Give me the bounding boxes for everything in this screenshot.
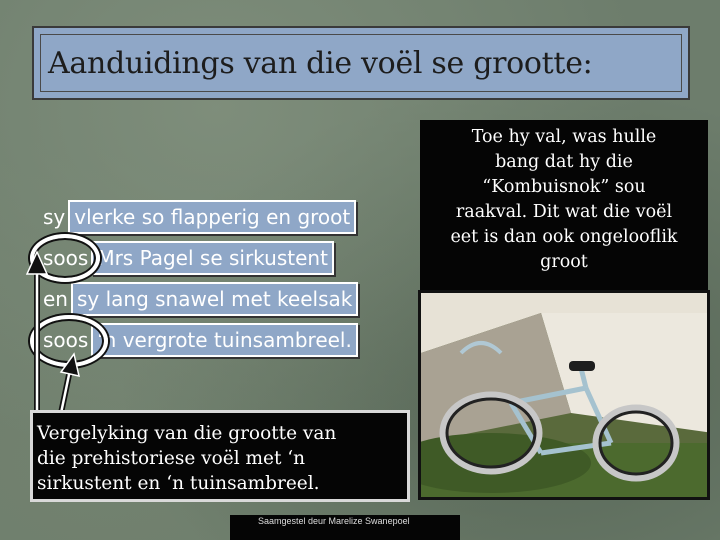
- footer-text: Saamgestel deur Marelize Swanepoel: [258, 516, 410, 526]
- page-title: Aanduidings van die voël se grootte:: [48, 46, 593, 81]
- quote-line-2: bang dat hy die: [495, 152, 633, 172]
- comparison-line-1: Vergelyking van die grootte van: [37, 423, 337, 444]
- line-3-highlight: sy lang snawel met keelsak: [71, 282, 358, 316]
- comparison-line-2: die prehistoriese voël met ‘n: [37, 448, 306, 469]
- footer-credit: [230, 515, 460, 540]
- line-1-highlight: vlerke so flapperig en groot: [68, 200, 356, 234]
- quote-line-4: raakval. Dit wat die voël: [455, 202, 673, 222]
- arrow-up-icon: [27, 252, 47, 274]
- quote-box: [420, 120, 708, 290]
- line-2-highlight: Mrs Pagel se sirkustent: [91, 241, 334, 275]
- line-2-word: soos: [43, 246, 89, 270]
- quote-line-3: “Kombuisnok” sou: [482, 177, 646, 197]
- line-3-word: en: [43, 287, 68, 311]
- line-4-word: soos: [43, 328, 89, 352]
- line-4-highlight: ‘n vergrote tuinsambreel.: [91, 323, 358, 357]
- comparison-box: [30, 410, 410, 502]
- comparison-line-3: sirkustent en ‘n tuinsambreel.: [37, 473, 320, 494]
- quote-line-1: Toe hy val, was hulle: [471, 127, 657, 147]
- arrow-up-icon: [61, 354, 79, 376]
- quote-line-6: groot: [540, 252, 588, 272]
- bicycle-photo: [418, 290, 710, 500]
- quote-line-5: eet is dan ook ongelooflik: [450, 227, 678, 247]
- line-1-word: sy: [43, 205, 66, 229]
